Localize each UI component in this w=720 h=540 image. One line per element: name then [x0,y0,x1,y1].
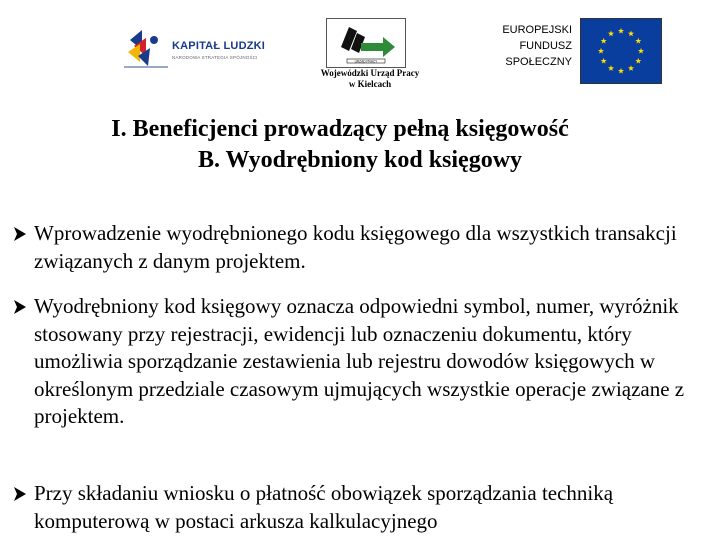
eu-star-icon [618,68,624,74]
eu-star-icon [628,30,634,36]
wup-emblem-icon [327,19,405,67]
eu-star-icon [608,65,614,71]
arrow-bullet-icon [12,486,28,502]
bullet-item [12,220,700,275]
arrow-bullet-icon [12,226,28,242]
kapital-ludzki-subtitle: NARODOWA STRATEGIA SPÓJNOŚCI [172,55,258,60]
kapital-ludzki-name: KAPITAŁ LUDZKI [172,40,266,52]
eu-star-icon [628,65,634,71]
wup-caption [300,68,440,90]
eu-fund-label [462,22,572,70]
eu-star-icon [601,58,607,64]
title-line1: I. Beneficjenci prowadzący pełną księgowość [111,116,569,142]
wup-caption-line1: Wojewódzki Urząd Pracy [320,68,420,78]
eu-line2: FUNDUSZ [519,40,572,52]
wup-box-label: URZĄD PRACY [354,59,378,64]
bullet-text: Wyodrębniony kod księgowy oznacza odpowiedni symbol, numer, wyróżnik stosowany przy rejestracji, ewidencji lub oznaczeniu dokumentu, który umożliwia sporządzanie zestawienia lub rejestru dowodów księgowych w określonym przedziale czasowym ujmujących wszystkie operacje związane z projektem. [34,294,685,428]
header [0,0,720,100]
eu-star-icon [601,38,607,44]
eu-flag [580,18,662,84]
wup-caption-line2: w Kielcach [348,79,392,89]
eu-star-icon [635,38,641,44]
bullet-item [12,480,700,535]
bullet-item [12,293,700,431]
wup-logo [326,18,406,68]
arrow-bullet-icon [12,299,28,315]
kapital-ludzki-emblem-icon [124,26,168,70]
eu-stars-icon [581,19,661,83]
eu-star-icon [635,58,641,64]
eu-star-icon [638,48,644,54]
kapital-ludzki-logo [124,26,264,70]
bullet-text: Wprowadzenie wyodrębnionego kodu księgowego dla wszystkich transakcji związanych z danym projektem. [34,221,677,273]
bullet-text: Przy składaniu wniosku o płatność obowiązek sporządzania techniką komputerową w postaci arkusza kalkulacyjnego [34,481,614,533]
eu-line1: EUROPEJSKI [502,24,572,36]
eu-star-icon [598,48,604,54]
title-line2: B. Wyodrębniony kod księgowy [197,147,523,173]
eu-star-icon [608,30,614,36]
slide-title [30,114,690,176]
eu-star-icon [618,28,624,34]
eu-line3: SPOŁECZNY [505,56,572,68]
